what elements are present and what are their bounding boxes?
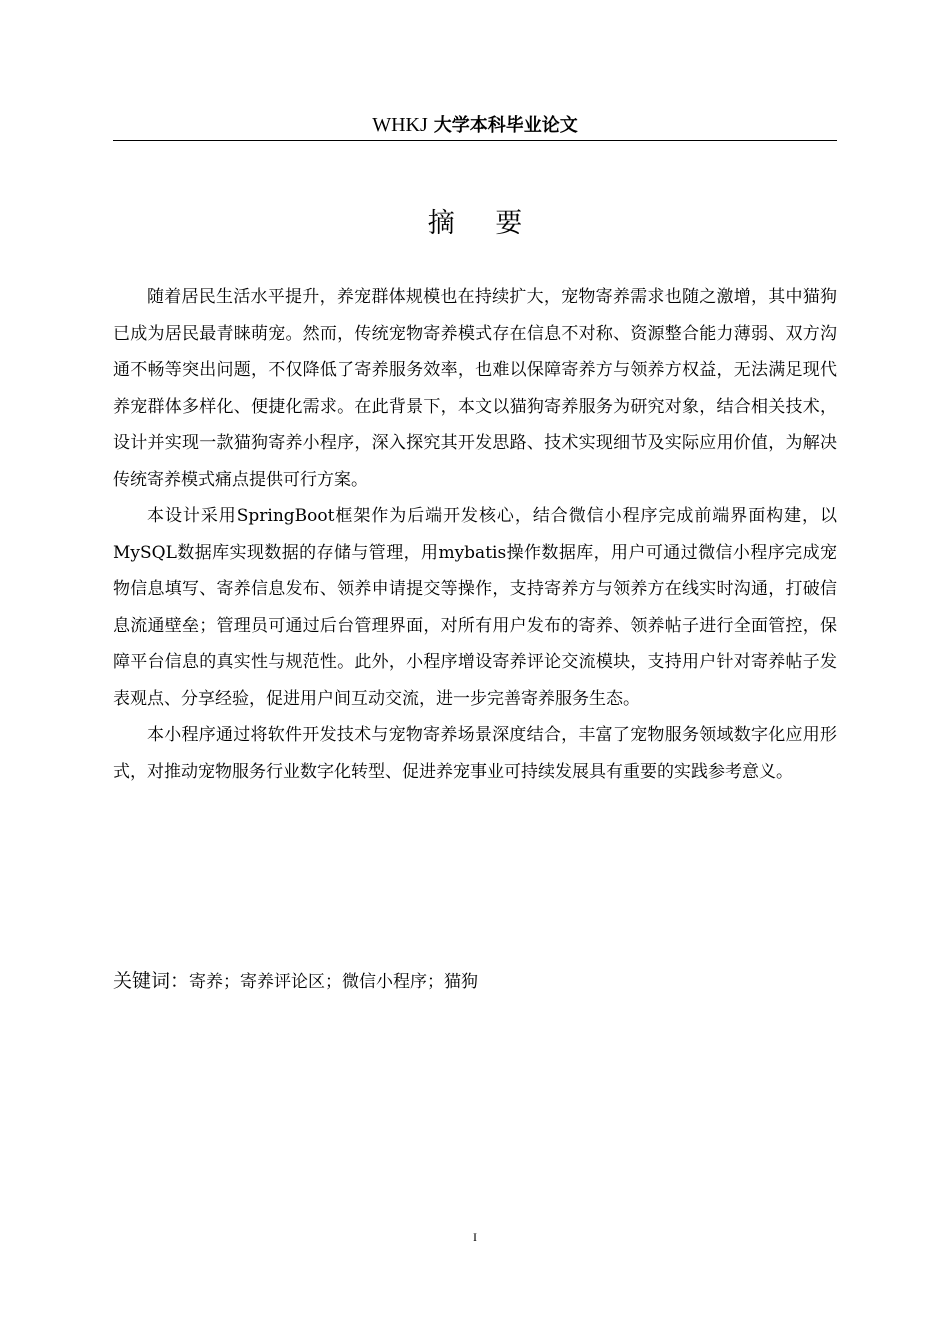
page-header <box>113 112 837 141</box>
keywords-label: 关键词： <box>113 970 190 992</box>
page-number: I <box>473 1230 477 1244</box>
keywords-value: 寄养；寄养评论区；微信小程序；猫狗 <box>189 972 479 992</box>
abstract-paragraph: 本设计采用SpringBoot框架作为后端开发核心，结合微信小程序完成前端界面构建，以MySQL数据库实现数据的存储与管理，用mybatis操作数据库，用户可通过微信小程序完成宠物信息填写、寄养信息发布、领养申请提交等操作，支持寄养方与领养方在线实时沟通，打破信息流通壁垒；管理员可通过后台管理界面，对所有用户发布的寄养、领养帖子进行全面管控，保障平台信息的真实性与规范性。此外，小程序增设寄养评论交流模块，支持用户针对寄养帖子发表观点、分享经验，促进用户间互动交流，进一步完善寄养服务生态。 <box>113 506 837 709</box>
header-title: 大学本科毕业论文 <box>433 115 578 136</box>
abstract-paragraph: 随着居民生活水平提升，养宠群体规模也在持续扩大，宠物寄养需求也随之激增，其中猫狗已成为居民最青睐萌宠。然而，传统宠物寄养模式存在信息不对称、资源整合能力薄弱、双方沟通不畅等突出问题，不仅降低了寄养服务效率，也难以保障寄养方与领养方权益，无法满足现代养宠群体多样化、便捷化需求。在此背景下，本文以猫狗寄养服务为研究对象，结合相关技术，设计并实现一款猫狗寄养小程序，深入探究其开发思路、技术实现细节及实际应用价值，为解决传统寄养模式痛点提供可行方案。 <box>113 287 837 490</box>
abstract-paragraph: 本小程序通过将软件开发技术与宠物寄养场景深度结合，丰富了宠物服务领域数字化应用形式，对推动宠物服务行业数字化转型、促进养宠事业可持续发展具有重要的实践参考意义。 <box>113 725 837 782</box>
header-code: WHKJ <box>372 114 428 136</box>
abstract-body <box>113 279 837 790</box>
abstract-title: 摘要 <box>427 208 563 239</box>
keywords-line <box>113 966 837 997</box>
